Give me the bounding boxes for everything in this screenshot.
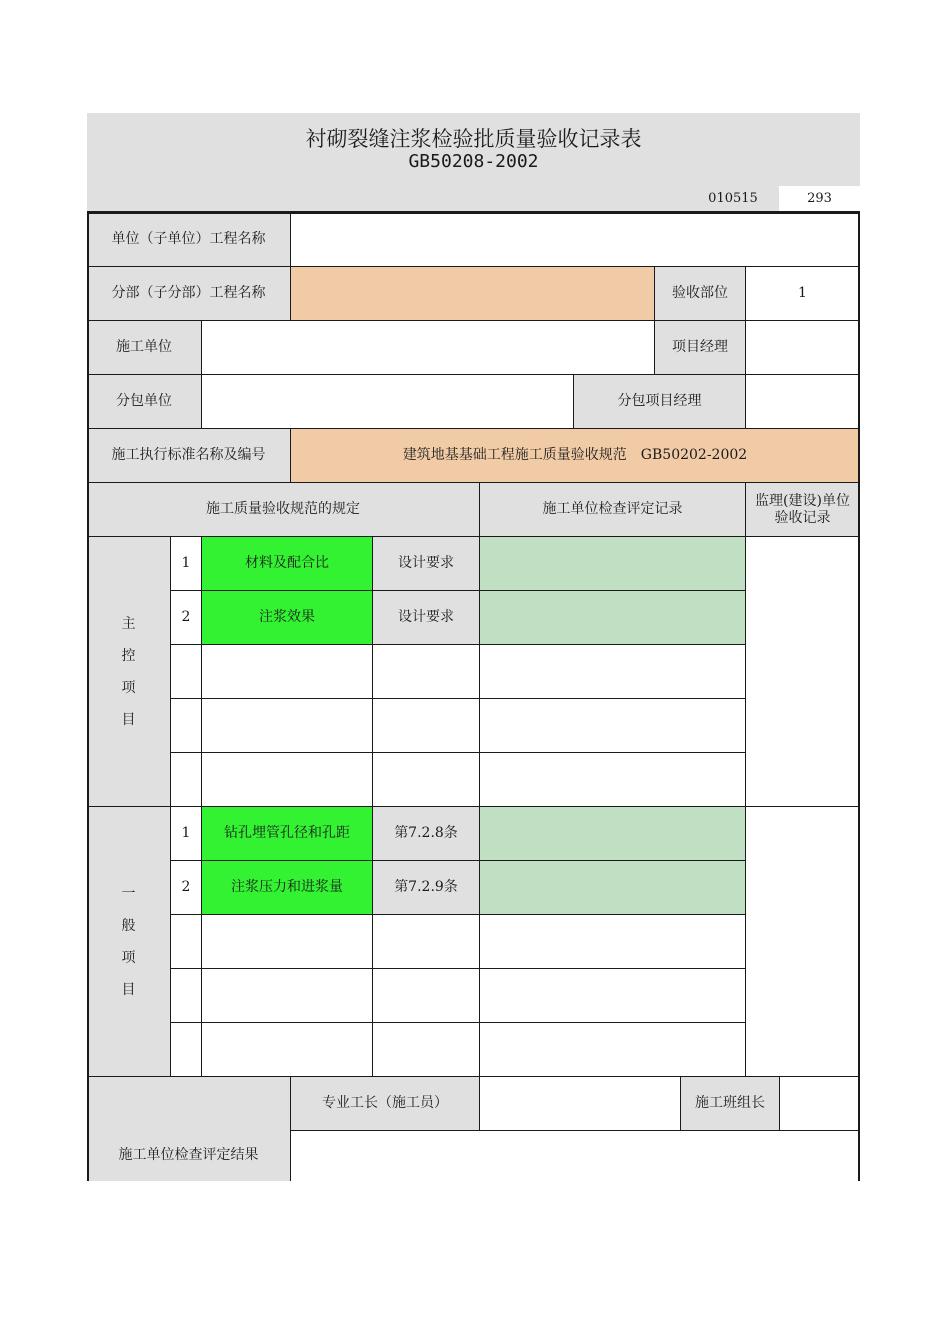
empty-cell[interactable] [373, 1023, 480, 1077]
empty-cell[interactable] [373, 645, 480, 699]
empty-cell[interactable] [480, 915, 746, 969]
exec-standard-field[interactable]: 建筑地基基础工程施工质量验收规范 GB50202-2002 [291, 429, 860, 483]
main-item-no: 2 [171, 591, 202, 645]
unit-project-label: 单位（子单位）工程名称 [87, 213, 291, 267]
general-item-name: 注浆压力和进浆量 [202, 861, 373, 915]
main-supervision-record[interactable] [746, 537, 860, 807]
spec-column-header: 施工质量验收规范的规定 [87, 483, 480, 537]
main-item-requirement: 设计要求 [373, 537, 480, 591]
construction-unit-label: 施工单位 [87, 321, 202, 375]
subcontractor-field[interactable] [202, 375, 574, 429]
general-item-requirement: 第7.2.9条 [373, 861, 480, 915]
team-leader-field[interactable] [780, 1077, 860, 1131]
empty-cell[interactable] [480, 699, 746, 753]
general-char: 一 [121, 885, 136, 902]
subcontractor-label: 分包单位 [87, 375, 202, 429]
empty-cell[interactable] [480, 645, 746, 699]
general-section-label [87, 807, 171, 1077]
empty-cell[interactable] [202, 915, 373, 969]
header-band [87, 113, 860, 212]
empty-cell[interactable] [373, 699, 480, 753]
main-item-requirement: 设计要求 [373, 591, 480, 645]
sub-project-field[interactable] [291, 267, 655, 321]
result-field[interactable] [291, 1131, 860, 1181]
main-item-record[interactable] [480, 537, 746, 591]
table-top-border [87, 211, 860, 214]
empty-cell [171, 1023, 202, 1077]
form-number: 293 [779, 186, 860, 212]
general-item-record[interactable] [480, 807, 746, 861]
main-control-char: 项 [121, 679, 136, 696]
empty-cell[interactable] [202, 699, 373, 753]
sub-project-label: 分部（子分部）工程名称 [87, 267, 291, 321]
form-title: 衬砌裂缝注浆检验批质量验收记录表 [305, 127, 642, 151]
inspection-part-label: 验收部位 [655, 267, 746, 321]
sub-manager-label: 分包项目经理 [574, 375, 746, 429]
general-item-name: 钻孔埋管孔径和孔距 [202, 807, 373, 861]
result-label: 施工单位检查评定结果 [87, 1077, 291, 1181]
construction-unit-field[interactable] [202, 321, 655, 375]
empty-cell[interactable] [202, 969, 373, 1023]
empty-cell[interactable] [480, 753, 746, 807]
main-control-section-label [87, 537, 171, 807]
empty-cell [171, 915, 202, 969]
general-item-record[interactable] [480, 861, 746, 915]
general-item-no: 1 [171, 807, 202, 861]
team-leader-label: 施工班组长 [681, 1077, 780, 1131]
empty-cell [171, 699, 202, 753]
general-char: 项 [121, 949, 136, 966]
project-manager-label: 项目经理 [655, 321, 746, 375]
form-code: 010515 [708, 191, 758, 206]
general-char: 目 [121, 981, 136, 998]
sub-manager-field[interactable] [746, 375, 860, 429]
table-right-border [858, 211, 860, 1181]
foreman-field[interactable] [480, 1077, 681, 1131]
main-item-name: 注浆效果 [202, 591, 373, 645]
exec-standard-label: 施工执行标准名称及编号 [87, 429, 291, 483]
empty-cell[interactable] [202, 1023, 373, 1077]
empty-cell[interactable] [373, 753, 480, 807]
empty-cell[interactable] [373, 915, 480, 969]
general-char: 般 [121, 917, 136, 934]
main-item-name: 材料及配合比 [202, 537, 373, 591]
general-item-requirement: 第7.2.8条 [373, 807, 480, 861]
inspection-part-field[interactable]: 1 [746, 267, 860, 321]
check-column-header: 施工单位检查评定记录 [480, 483, 746, 537]
supervision-column-header: 监理(建设)单位验收记录 [746, 483, 860, 537]
empty-cell [171, 969, 202, 1023]
empty-cell[interactable] [202, 753, 373, 807]
empty-cell[interactable] [202, 645, 373, 699]
main-control-char: 目 [121, 711, 136, 728]
foreman-label: 专业工长（施工员） [291, 1077, 480, 1131]
main-control-char: 控 [121, 647, 136, 664]
main-item-record[interactable] [480, 591, 746, 645]
general-supervision-record[interactable] [746, 807, 860, 1077]
empty-cell[interactable] [373, 969, 480, 1023]
general-item-no: 2 [171, 861, 202, 915]
empty-cell [171, 753, 202, 807]
main-control-char: 主 [121, 615, 136, 632]
unit-project-field[interactable] [291, 213, 860, 267]
table-left-border [87, 211, 89, 1181]
empty-cell [171, 645, 202, 699]
main-item-no: 1 [171, 537, 202, 591]
empty-cell[interactable] [480, 969, 746, 1023]
empty-cell[interactable] [480, 1023, 746, 1077]
project-manager-field[interactable] [746, 321, 860, 375]
standard-code: GB50208-2002 [408, 151, 539, 172]
